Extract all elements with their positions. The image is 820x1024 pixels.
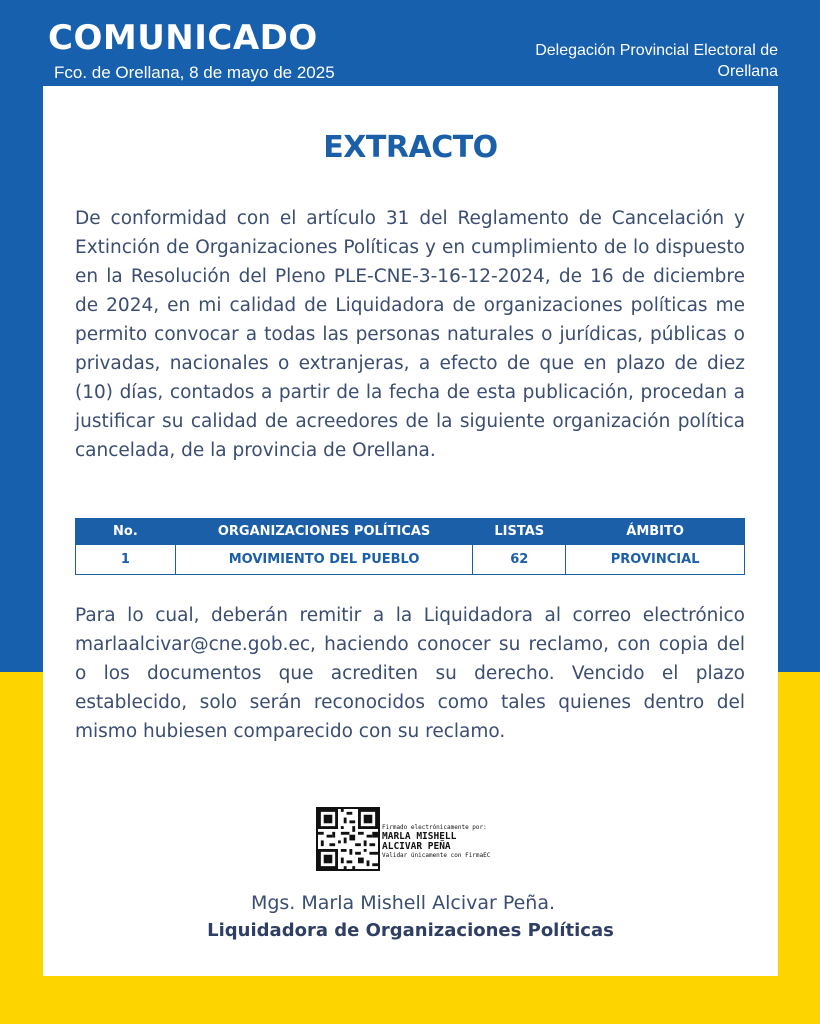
signer-role: Liquidadora de Organizaciones Políticas bbox=[207, 920, 614, 941]
table-header-row bbox=[76, 519, 745, 545]
table-header-cell: ÁMBITO bbox=[566, 519, 745, 545]
table-cell: PROVINCIAL bbox=[566, 545, 745, 575]
body-paragraph-1: De conformidad con el artículo 31 del Reglamento de Cancelación y Extinción de Organizaciones Políticas y en cumplimiento de lo dispuesto en la Resolución del Pleno PLE-CNE-3-16-12-2024, de 16 de diciembre de 2024, en mi calidad de Liquidadora de organizaciones políticas me permito convocar a todas las personas naturales o jurídicas, públicas o privadas, nacionales o extranjeras, a efecto de que en plazo de diez (10) días, contados a partir de la fecha de esta publicación, procedan a justificar su calidad de acreedores de la siguiente organización política cancelada, de la provincia de Orellana. bbox=[75, 208, 745, 461]
qr-code-graphic bbox=[318, 809, 378, 869]
table-row bbox=[76, 545, 745, 575]
body-paragraph-2: Para lo cual, deberán remitir a la Liquidadora al correo electrónico marlaalcivar@cne.gob.ec, haciendo conocer su reclamo, con copia del o los documentos que acrediten su derecho. Vencido el plazo establecido, solo serán reconocidos como tales quienes dentro del mismo hubiesen comparecido con su reclamo. bbox=[75, 605, 745, 742]
header-organization: Delegación Provincial Electoral de Orellana bbox=[535, 42, 778, 80]
table-header-cell: No. bbox=[76, 519, 176, 545]
table-cell: MOVIMIENTO DEL PUEBLO bbox=[175, 545, 473, 575]
signature-stamp-validation: Validar únicamente con FirmaEC bbox=[382, 852, 491, 859]
table-header-cell: LISTAS bbox=[473, 519, 566, 545]
signature-stamp-caption: Firmado electrónicamente por: bbox=[382, 824, 487, 831]
table-cell: 62 bbox=[473, 545, 566, 575]
table-header-cell: ORGANIZACIONES POLÍTICAS bbox=[175, 519, 473, 545]
organizations-table bbox=[75, 518, 745, 575]
electronic-signature-stamp bbox=[382, 824, 490, 860]
header-date: Fco. de Orellana, 8 de mayo de 2025 bbox=[54, 63, 335, 82]
header-title: COMUNICADO bbox=[48, 18, 318, 58]
signature-stamp-name-1: MARLA MISHELL bbox=[382, 831, 457, 842]
signature-stamp-name-2: ALCIVAR PEÑA bbox=[382, 841, 451, 852]
signer-name: Mgs. Marla Mishell Alcivar Peña. bbox=[250, 892, 556, 914]
document-title: EXTRACTO bbox=[323, 130, 498, 165]
signature-qr-code-icon bbox=[316, 807, 380, 871]
document-card bbox=[43, 86, 778, 976]
table-cell: 1 bbox=[76, 545, 176, 575]
